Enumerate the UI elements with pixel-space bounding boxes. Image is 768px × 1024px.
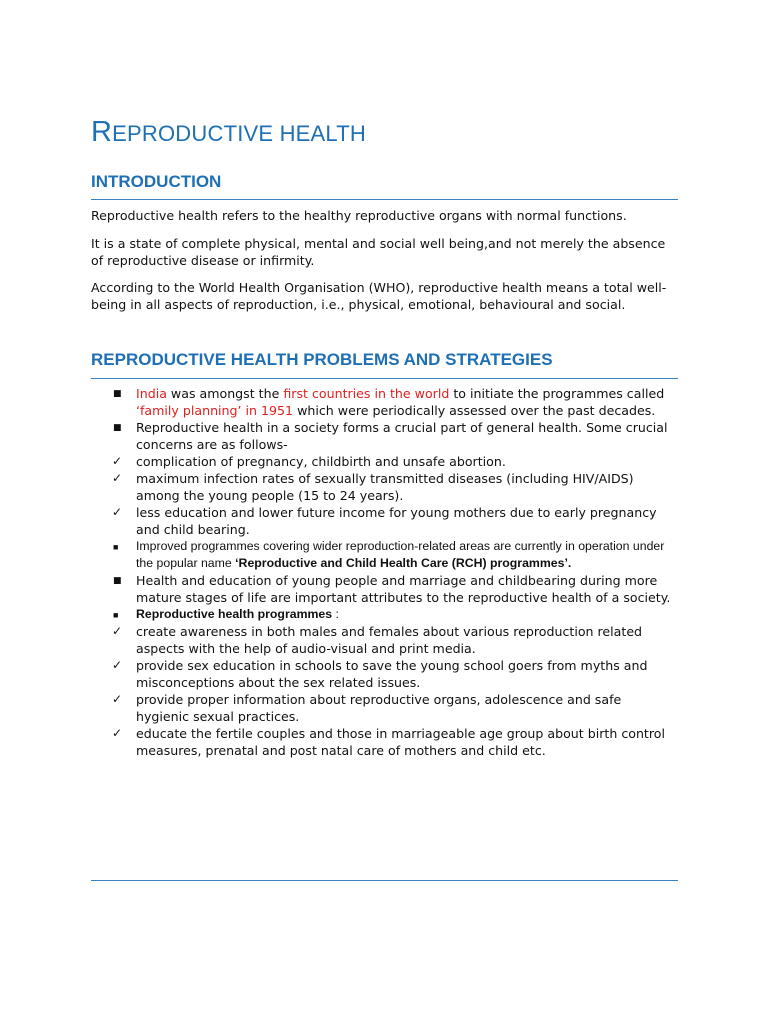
checkmark-icon: ✓ bbox=[112, 471, 123, 485]
footer-rule bbox=[91, 880, 678, 881]
list-item: ✓ less education and lower future income for young mothers due to early pregnancy and child bearing. bbox=[112, 505, 657, 537]
document-title bbox=[91, 116, 366, 149]
title-rest: EPRODUCTIVE HEALTH bbox=[112, 121, 366, 146]
list-item: ■ Reproductive health programmes : bbox=[91, 606, 678, 623]
introduction-heading: INTRODUCTION bbox=[91, 172, 222, 191]
list-item: ✓ provide proper information about reproductive organs, adolescence and safe hygienic sexual practices. bbox=[112, 692, 622, 724]
list-item: ■ Reproductive health in a society forms a crucial part of general health. Some crucial concerns are as follows- bbox=[113, 420, 668, 452]
list-item: ■ India was amongst the first countries in the world to initiate the programmes called ‘family planning’ in 1951 which were periodically assessed over the past decades. bbox=[113, 386, 665, 418]
checkmark-icon: ✓ bbox=[112, 454, 123, 468]
checkmark-icon: ✓ bbox=[112, 624, 123, 638]
problems-strategies-heading: REPRODUCTIVE HEALTH PROBLEMS AND STRATEGIES bbox=[91, 350, 553, 369]
list-item: ■ Improved programmes covering wider reproduction-related areas are currently in operation under the popular name ‘Reproductive and Child Health Care (RCH) programmes’. bbox=[113, 539, 665, 570]
intro-paragraph-3: According to the World Health Organisation (WHO), reproductive health means a total well-being in all aspects of reproduction, i.e., physical, emotional, behavioural and social. bbox=[91, 280, 667, 312]
problems-strategies-rule bbox=[91, 378, 678, 379]
strategies-list bbox=[91, 385, 678, 759]
square-bullet-icon: ■ bbox=[113, 542, 119, 552]
list-item: ✓ provide sex education in schools to save the young school goers from myths and misconceptions about the sex related issues. bbox=[112, 658, 648, 690]
list-item: ✓ complication of pregnancy, childbirth and unsafe abortion. bbox=[112, 454, 506, 469]
square-bullet-icon: ■ bbox=[113, 610, 119, 620]
list-item: ✓ educate the fertile couples and those in marriageable age group about birth control measures, prenatal and post natal care of mothers and child etc. bbox=[112, 726, 665, 758]
square-bullet-icon: ■ bbox=[113, 423, 122, 433]
list-item: ✓ create awareness in both males and females about various reproduction related aspects with the help of audio-visual and print media. bbox=[112, 624, 643, 656]
list-item: ■ Health and education of young people and marriage and childbearing during more mature stages of life are important attributes to the reproductive health of a society. bbox=[113, 573, 671, 605]
introduction-rule bbox=[91, 199, 678, 200]
checkmark-icon: ✓ bbox=[112, 658, 123, 672]
list-item: ✓ maximum infection rates of sexually transmitted diseases (including HIV/AIDS) among the young people (15 to 24 years). bbox=[112, 471, 634, 503]
square-bullet-icon: ■ bbox=[113, 576, 122, 586]
intro-paragraph-2: It is a state of complete physical, mental and social well being,and not merely the absence of reproductive disease or infirmity. bbox=[91, 236, 666, 268]
checkmark-icon: ✓ bbox=[112, 505, 123, 519]
title-drop-cap: R bbox=[91, 116, 113, 148]
square-bullet-icon: ■ bbox=[113, 389, 122, 399]
intro-paragraph-1: Reproductive health refers to the healthy reproductive organs with normal functions. bbox=[91, 208, 627, 223]
checkmark-icon: ✓ bbox=[112, 726, 123, 740]
checkmark-icon: ✓ bbox=[112, 692, 123, 706]
